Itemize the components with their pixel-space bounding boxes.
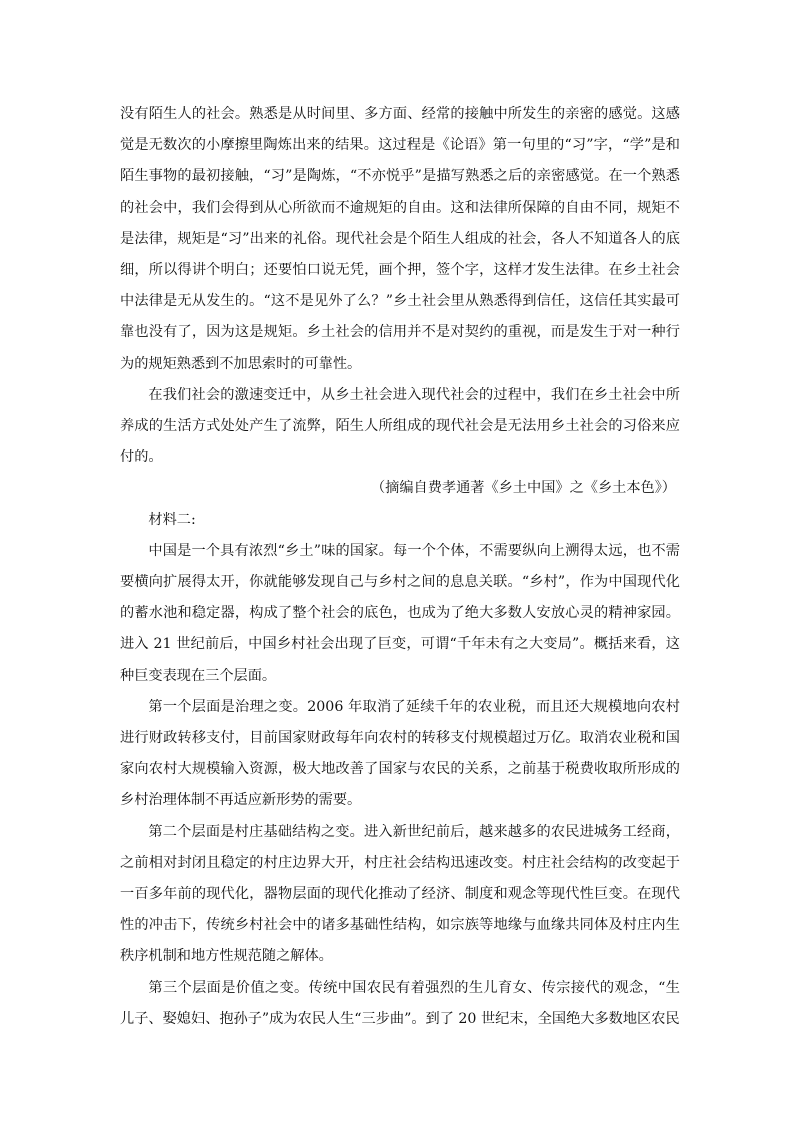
paragraph-structure-change: 第二个层面是村庄基础结构之变。进入新世纪前后，越来越多的农民进城务工经商，之前相对封闭且稳定的村庄边界大开，村庄社会结构迅速改变。村庄社会结构的改变起于一百多年前的现代化，器物层面的现代化推动了经济、制度和观念等现代性巨变。在现代性的冲击下，传统乡村社会中的诸多基础性结构，如宗族等地缘与血缘共同体及村庄内生秩序机制和地方性规范随之解体。 <box>120 823 680 965</box>
source-citation: （摘编自费孝通著《乡土中国》之《乡土本色》） <box>370 480 676 497</box>
paragraph-familiarity: 没有陌生人的社会。熟悉是从时间里、多方面、经常的接触中所发生的亲密的感觉。这感觉是无数次的小摩擦里陶炼出来的结果。这过程是《论语》第一句里的“习”字，“学”是和陌生事物的最初接触，“习”是陶炼，“不亦悦乎”是描写熟悉之后的亲密感觉。在一个熟悉的社会中，我们会得到从心所欲而不逾规矩的自由。这和法律所保障的自由不同，规矩不是法律，规矩是“习”出来的礼俗。现代社会是个陌生人组成的社会，各人不知道各人的底细，所以得讲个明白；还要怕口说无凭，画个押，签个字，这样才发生法律。在乡土社会中法律是无从发生的。“这不是见外了么？”乡土社会里从熟悉得到信任，这信任其实最可靠也没有了，因为这是规矩。乡土社会的信用并不是对契约的重视，而是发生于对一种行为的规矩熟悉到不加思索时的可靠性。 <box>120 106 680 372</box>
paragraph-rural-china: 中国是一个具有浓烈“乡土”味的国家。每一个个体，不需要纵向上溯得太远，也不需要横向扩展得太开，你就能够发现自己与乡村之间的息息关联。“乡村”，作为中国现代化的蓄水池和稳定器，构成了整个社会的底色，也成为了绝大多数人安放心灵的精神家园。进入 21 世纪前后，中国乡村社会出现了巨变，可谓“千年未有之大变局”。概括来看，这种巨变表现在三个层面。 <box>120 542 680 684</box>
document-page <box>120 99 680 1035</box>
paragraph-social-change: 在我们社会的激速变迁中，从乡土社会进入现代社会的过程中，我们在乡土社会中所养成的生活方式处处产生了流弊，陌生人所组成的现代社会是无法用乡土社会的习俗来应付的。 <box>120 386 680 466</box>
paragraph-governance-change: 第一个层面是治理之变。2006 年取消了延续千年的农业税，而且还大规模地向农村进行财政转移支付，目前国家财政每年向农村的转移支付规模超过万亿。取消农业税和国家向农村大规模输入资源，极大地改善了国家与农民的关系，之前基于税费收取所形成的乡村治理体制不再适应新形势的需要。 <box>120 698 680 809</box>
material-label: 材料二: <box>148 511 196 528</box>
paragraph-value-change: 第三个层面是价值之变。传统中国农民有着强烈的生儿育女、传宗接代的观念，“生儿子、娶媳妇、抱孙子”成为农民人生“三步曲”。到了 20 世纪末，全国绝大多数地区农民 <box>120 979 680 1027</box>
